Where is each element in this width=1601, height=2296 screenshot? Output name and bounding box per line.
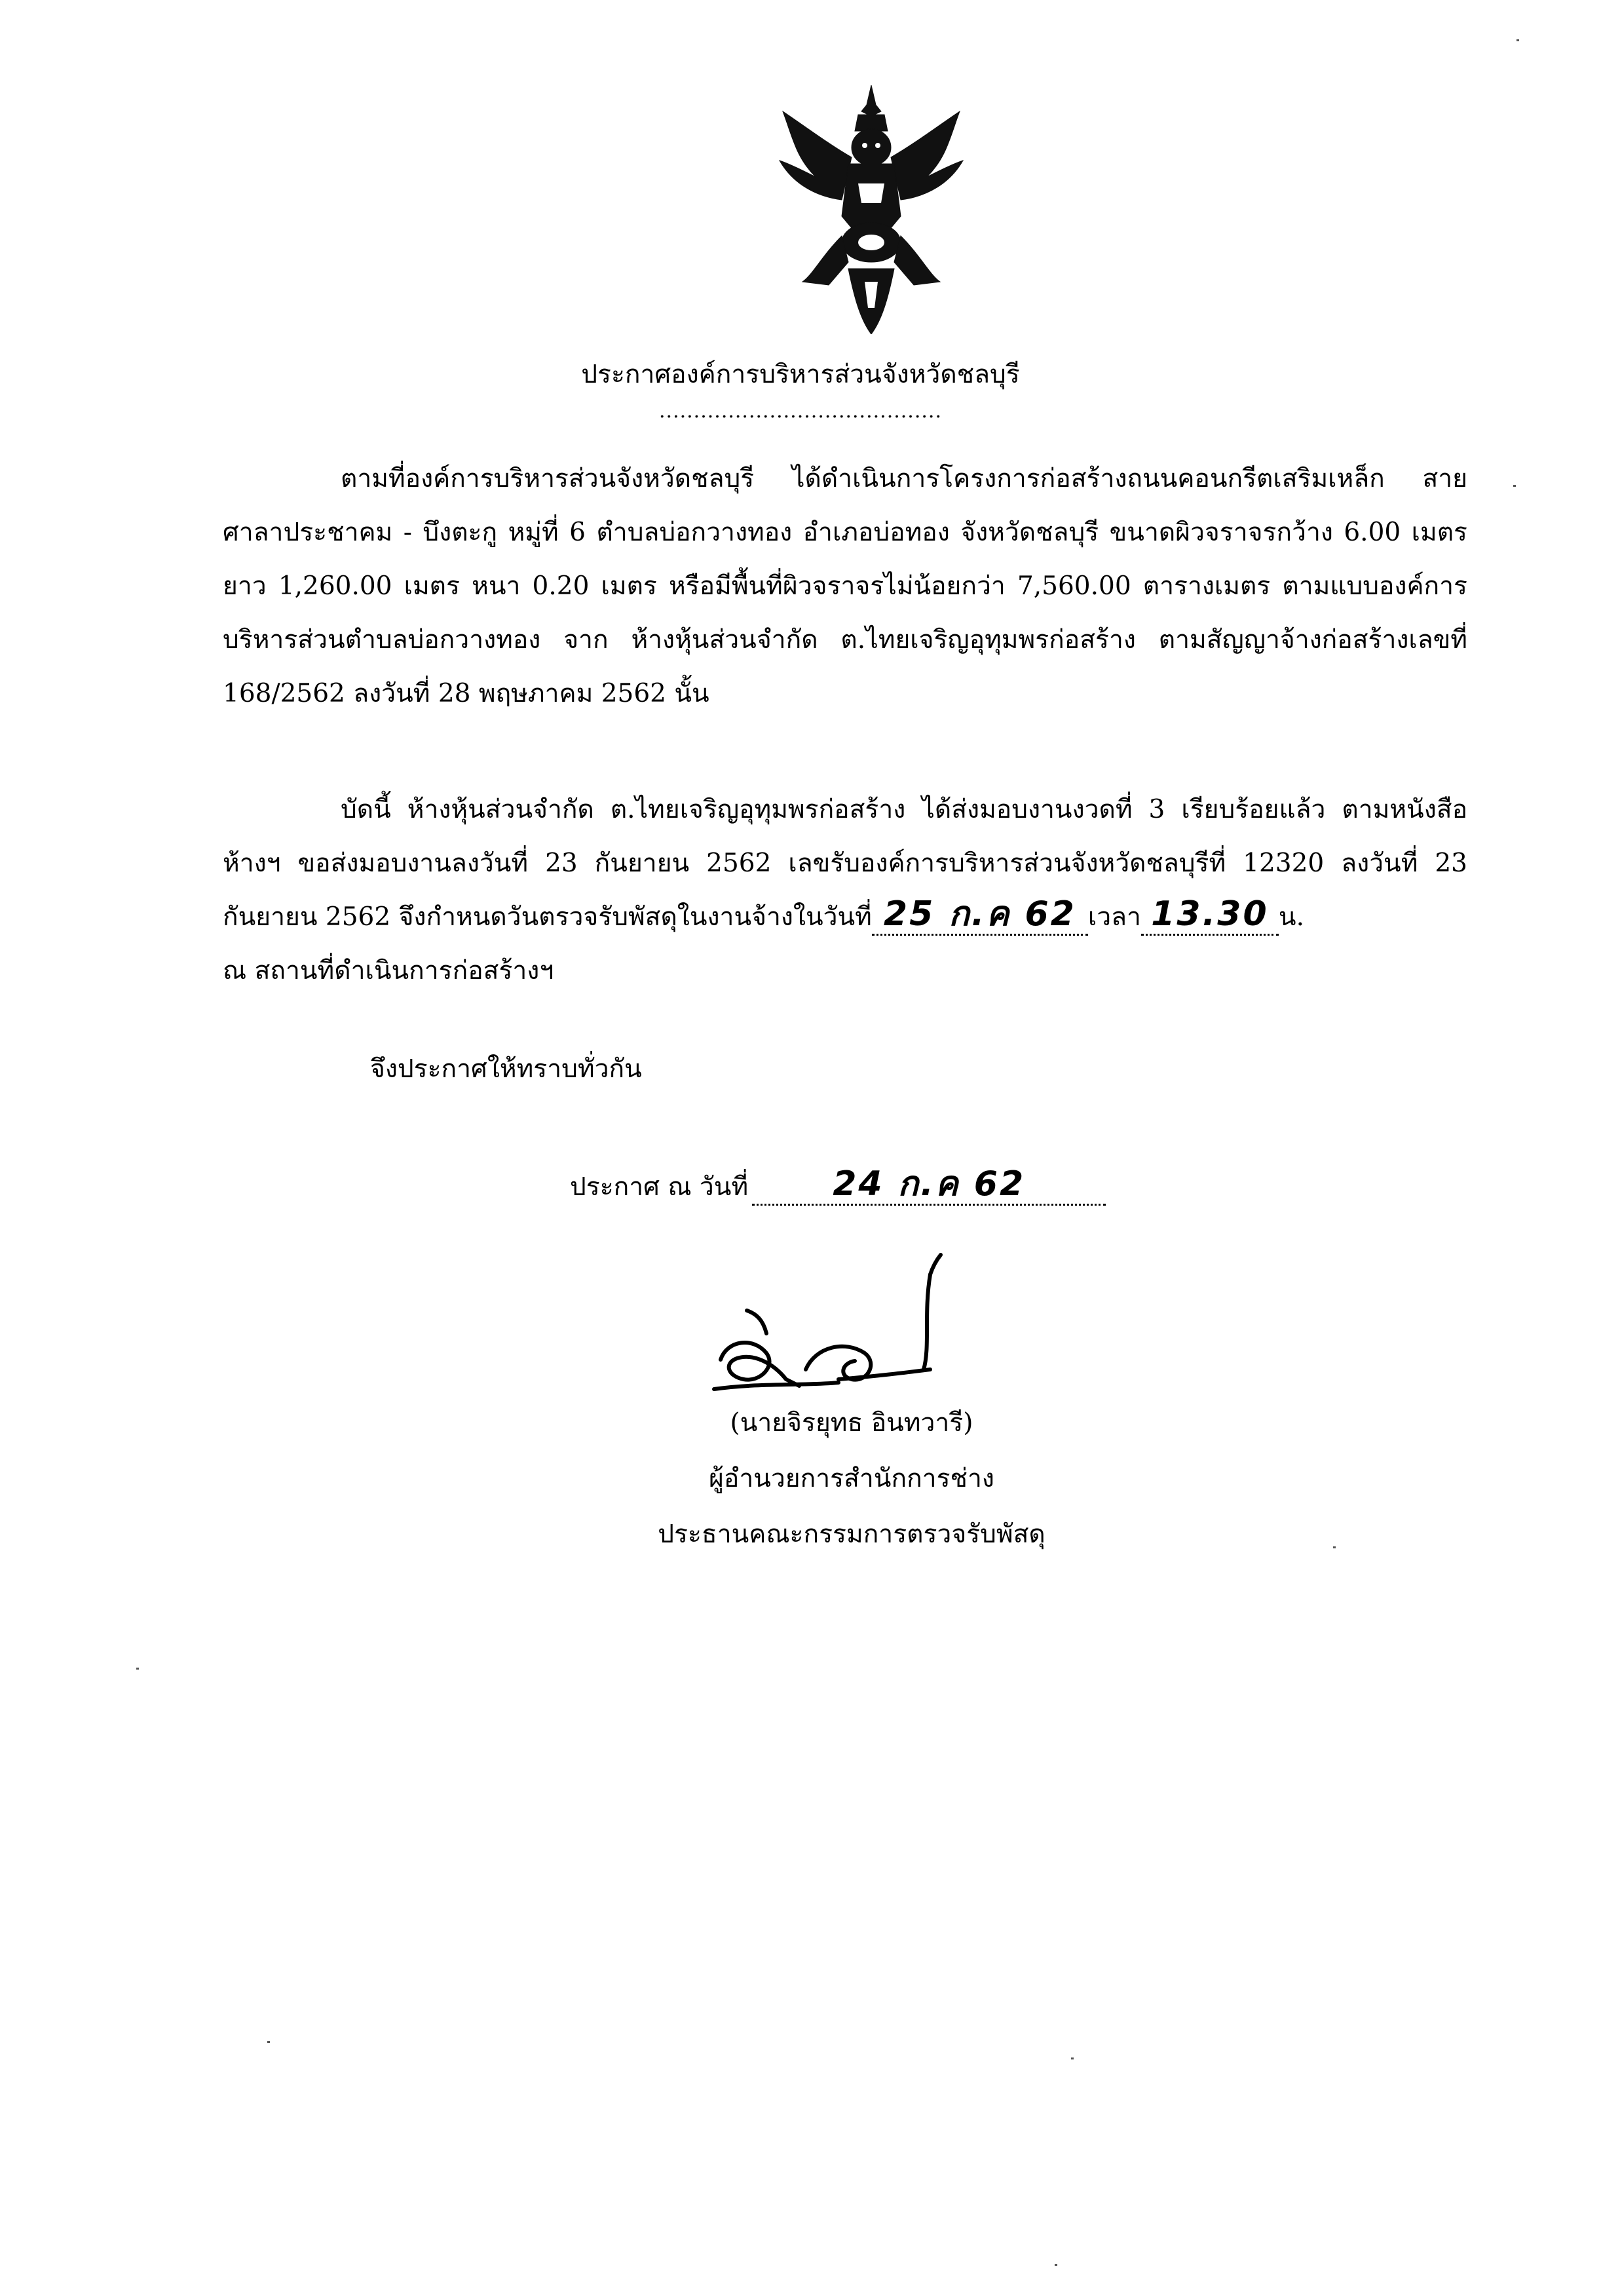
handwritten-signature: [707, 1248, 1022, 1419]
document-title: ประกาศองค์การบริหารส่วนจังหวัดชลบุรี: [581, 360, 1020, 389]
paragraph-2-text: บัดนี้ ห้างหุ้นส่วนจำกัด ต.ไทยเจริญอุทุมพรก่อสร้าง ได้ส่งมอบงานงวดที่ 3 เรียบร้อยแล้ว ตามหนังสือ ห้างฯ ขอส่งมอบงานลงวันที่ 23 กันยายน 2562 เลขรับองค์การบริหารส่วนจังหวัดชลบุรีที่ 12320 ลงวันที่ 23 กันยายน 2562 จึงกำหนดวันตรวจรับพัสดุในงานจ้างในวันที่: [223, 795, 1467, 932]
closing-statement: จึงประกาศให้ทราบทั่วกัน: [370, 1054, 642, 1084]
paragraph-2-end: ณ สถานที่ดำเนินการก่อสร้างฯ: [223, 956, 554, 985]
scan-speck: [1071, 2057, 1074, 2059]
signatory-role: ประธานคณะกรรมการตรวจรับพัสดุ: [658, 1520, 1045, 1549]
paragraph-2: [223, 783, 1467, 998]
title-separator: .........................................: [659, 400, 942, 423]
inspection-date-field: [872, 894, 1088, 936]
announce-dateline: [570, 1166, 1106, 1207]
announce-date-handwritten: 24 ก.ค 62: [833, 1164, 1026, 1204]
scan-speck: [1055, 2264, 1057, 2266]
time-unit: น.: [1278, 902, 1304, 932]
announce-date-field: [752, 1164, 1106, 1206]
scan-speck: [1333, 1546, 1336, 1548]
paragraph-1-text: ตามที่องค์การบริหารส่วนจังหวัดชลบุรี ได้ดำเนินการโครงการก่อสร้างถนนคอนกรีตเสริมเหล็ก สายศาลาประชาคม - บึงตะกู หมู่ที่ 6 ตำบลบ่อกวางทอง อำเภอบ่อทอง จังหวัดชลบุรี ขนาดผิวจราจรกว้าง 6.00 เมตร ยาว 1,260.00 เมตร หนา 0.20 เมตร หรือมีพื้นที่ผิวจราจรไม่น้อยกว่า 7,560.00 ตารางเมตร ตามแบบองค์การบริหารส่วนตำบลบ่อกวางทอง จาก ห้างหุ้นส่วนจำกัด ต.ไทยเจริญอุทุมพรก่อสร้าง ตามสัญญาจ้างก่อสร้างเลขที่ 168/2562 ลงวันที่ 28 พฤษภาคม 2562 นั้น: [223, 464, 1467, 708]
inspection-date-handwritten: 25 ก.ค 62: [883, 894, 1076, 934]
signatory-position: ผู้อำนวยการสำนักการช่าง: [709, 1464, 994, 1493]
scan-speck: [1516, 39, 1519, 41]
scan-speck: [1513, 485, 1516, 487]
scan-speck: [267, 2041, 270, 2043]
inspection-time-field: [1141, 894, 1279, 936]
garuda-emblem-icon: [776, 85, 966, 334]
scan-speck: [136, 1668, 139, 1670]
signatory-name: (นายจิรยุทธ อินทวารี): [730, 1408, 973, 1438]
announce-date-label: ประกาศ ณ วันที่: [570, 1172, 749, 1202]
inspection-time-handwritten: 13.30: [1151, 894, 1269, 934]
paragraph-1: [223, 452, 1467, 721]
time-label: เวลา: [1087, 902, 1141, 932]
